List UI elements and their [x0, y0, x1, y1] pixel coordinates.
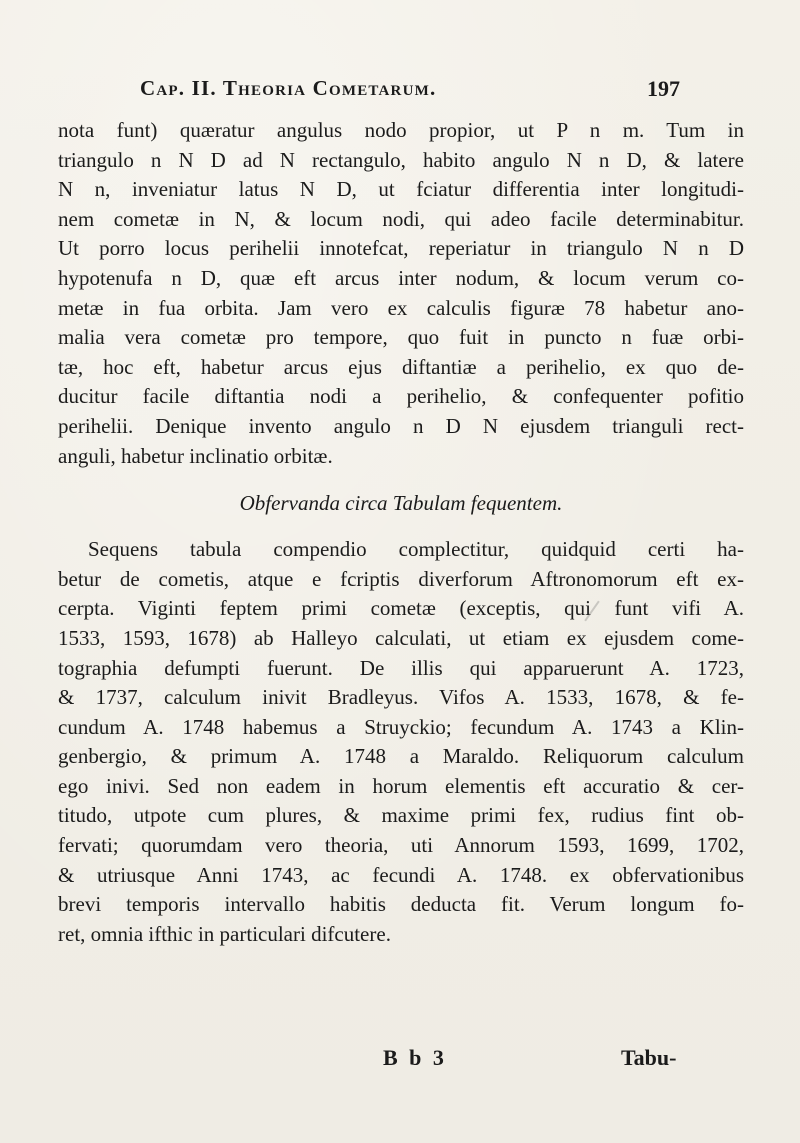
text-line: triangulo n N D ad N rectangulo, habito angulo N n D, & latere	[58, 147, 744, 172]
text-line: malia vera cometæ pro tempore, quo fuit in puncto n fuæ orbi-	[58, 325, 744, 350]
running-head: Cap. II. Theoria Cometarum.	[140, 76, 437, 100]
catchword: Tabu-	[621, 1045, 677, 1070]
text-line: betur de cometis, atque e fcriptis diverforum Aftronomorum eft ex-	[58, 566, 744, 591]
page-header	[140, 76, 680, 106]
text-line: hypotenufa n D, quæ eft arcus inter nodum, & locum verum co-	[58, 265, 744, 290]
main-text	[58, 116, 744, 949]
text-line: & 1737, calculum inivit Bradleyus. Vifos A. 1533, 1678, & fe-	[58, 685, 744, 710]
text-line: ret, omnia ifthic in particulari difcutere.	[58, 921, 391, 946]
text-line: tographia defumpti fuerunt. De illis qui apparuerunt A. 1723,	[58, 655, 744, 680]
text-line: fervati; quorumdam vero theoria, uti Annorum 1593, 1699, 1702,	[58, 833, 744, 858]
text-line: cundum A. 1748 habemus a Struyckio; fecundum A. 1743 a Klin-	[58, 714, 744, 739]
signature-mark: B b 3	[383, 1045, 447, 1070]
text-line: perihelii. Denique invento angulo n D N ejusdem trianguli rect-	[58, 413, 744, 438]
text-line: Sequens tabula compendio complectitur, quidquid certi ha-	[88, 537, 744, 562]
text-line: brevi temporis intervallo habitis deducta fit. Verum longum fo-	[58, 892, 744, 917]
text-line: 1533, 1593, 1678) ab Halleyo calculati, ut etiam ex ejusdem come-	[58, 625, 744, 650]
text-line: & utriusque Anni 1743, ac fecundi A. 1748. ex obfervationibus	[58, 862, 744, 887]
text-line: nota funt) quæratur angulus nodo propior, ut P n m. Tum in	[58, 118, 744, 142]
text-line: metæ in fua orbita. Jam vero ex calculis figuræ 78 habetur ano-	[58, 295, 744, 320]
page-footer	[0, 1045, 800, 1077]
text-line: Ut porro locus perihelii innotefcat, reperiatur in triangulo N n D	[58, 236, 744, 261]
text-line: nem cometæ in N, & locum nodi, qui adeo facile determinabitur.	[58, 206, 744, 231]
section-subheading: Obfervanda circa Tabulam fequentem.	[239, 491, 563, 516]
text-line: titudo, utpote cum plures, & maxime primi fex, rudius fint ob-	[58, 803, 744, 828]
text-line: cerpta. Viginti feptem primi cometæ (exceptis, qui funt vifi A.	[58, 596, 744, 621]
text-line: tæ, hoc eft, habetur arcus ejus diftantiæ a perihelio, ex quo de-	[58, 354, 744, 379]
text-line: N n, inveniatur latus N D, ut fciatur differentia inter longitudi-	[58, 177, 744, 202]
page-number: 197	[647, 76, 680, 101]
paragraph-nodi	[58, 116, 744, 471]
text-line: anguli, habetur inclinatio orbitæ.	[58, 443, 333, 468]
paragraph-tabula	[58, 535, 744, 949]
text-line: ducitur facile diftantia nodi a perihelio, & confequenter pofitio	[58, 384, 744, 409]
text-line: ego inivi. Sed non eadem in horum elementis eft accuratio & cer-	[58, 773, 744, 798]
text-line: genbergio, & primum A. 1748 a Maraldo. Reliquorum calculum	[58, 744, 744, 769]
